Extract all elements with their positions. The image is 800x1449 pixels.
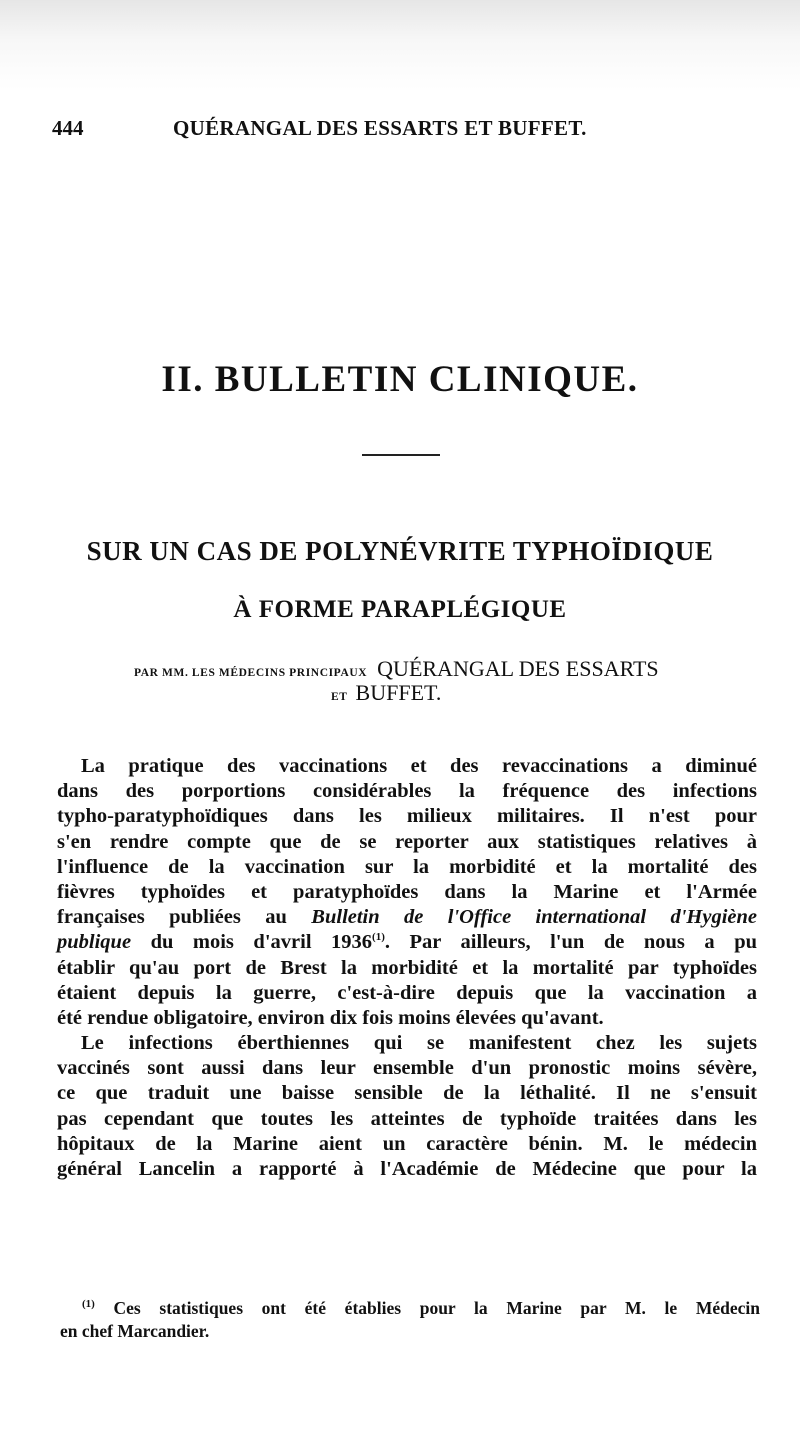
body-line: établir qu'au port de Brest la morbidité et la mortalité par typhoïdes (57, 956, 757, 979)
body-line: été rendue obligatoire, environ dix fois moins élevées qu'avant. (57, 1006, 604, 1029)
journal-title: Bulletin de l'Office international d'Hygiène (311, 906, 757, 929)
footnote-ref: (1) (372, 931, 385, 944)
article-title-line1: SUR UN CAS DE POLYNÉVRITE TYPHOÏDIQUE (86, 536, 714, 566)
body-line: pas cependant que toutes les atteintes de typhoïde traitées dans les (57, 1107, 757, 1130)
body-text-span: françaises publiées au (57, 906, 312, 929)
article-title-line2: À FORME PARAPLÉGIQUE (233, 596, 567, 623)
body-text (57, 754, 757, 1182)
body-line: général Lancelin a rapporté à l'Académie de Médecine que pour la (57, 1158, 757, 1180)
byline-line1 (134, 656, 694, 682)
body-line: dans des porportions considérables la fréquence des infections (57, 780, 757, 803)
footnote-line: en chef Marcandier. (60, 1321, 210, 1341)
body-line: l'influence de la vaccination sur la morbidité et la mortalité des (57, 855, 757, 878)
body-line: vaccinés sont aussi dans leur ensemble d'un pronostic moins sévère, (57, 1057, 757, 1080)
body-line: La pratique des vaccinations et des revaccinations a diminué (81, 755, 757, 777)
body-line: ce que traduit une baisse sensible de la léthalité. Il ne s'ensuit (57, 1082, 757, 1105)
body-line (57, 930, 757, 955)
byline-conjunction: ET (331, 691, 348, 703)
running-title: QUÉRANGAL DES ESSARTS ET BUFFET. (173, 116, 587, 140)
running-header (52, 116, 760, 146)
title-divider (362, 454, 440, 456)
page-number: 444 (52, 116, 84, 140)
byline-prefix: PAR MM. LES MÉDECINS PRINCIPAUX (134, 667, 368, 679)
byline-line2 (331, 680, 441, 706)
body-line: Le infections éberthiennes qui se manifestent chez les sujets (81, 1032, 757, 1055)
body-line: typho-paratyphoïdiques dans les milieux militaires. Il n'est pour (57, 805, 757, 828)
body-line (57, 905, 757, 930)
section-title: II. BULLETIN CLINIQUE. (161, 359, 639, 400)
body-line: fièvres typhoïdes et paratyphoïdes dans la Marine et l'Armée (57, 880, 757, 903)
footnote-marker: (1) (82, 1298, 95, 1311)
body-text-span: du mois d'avril 1936 (131, 931, 373, 954)
footnote-line (60, 1297, 760, 1320)
body-line: étaient depuis la guerre, c'est-à-dire depuis que la vaccination a (57, 981, 757, 1004)
body-line: s'en rendre compte que de se reporter aux statistiques relatives à (57, 830, 757, 853)
author-names: QUÉRANGAL DES ESSARTS (377, 656, 659, 681)
footnote (60, 1297, 760, 1343)
body-line: hôpitaux de la Marine aient un caractère bénin. M. le médecin (57, 1132, 757, 1155)
footnote-text: Ces statistiques ont été établies pour la Marine par M. le Médecin (113, 1298, 760, 1318)
body-text-span: . Par ailleurs, l'un de nous a pu (384, 931, 757, 954)
journal-title-cont: publique (57, 931, 132, 954)
author-name-2: BUFFET. (355, 680, 442, 705)
